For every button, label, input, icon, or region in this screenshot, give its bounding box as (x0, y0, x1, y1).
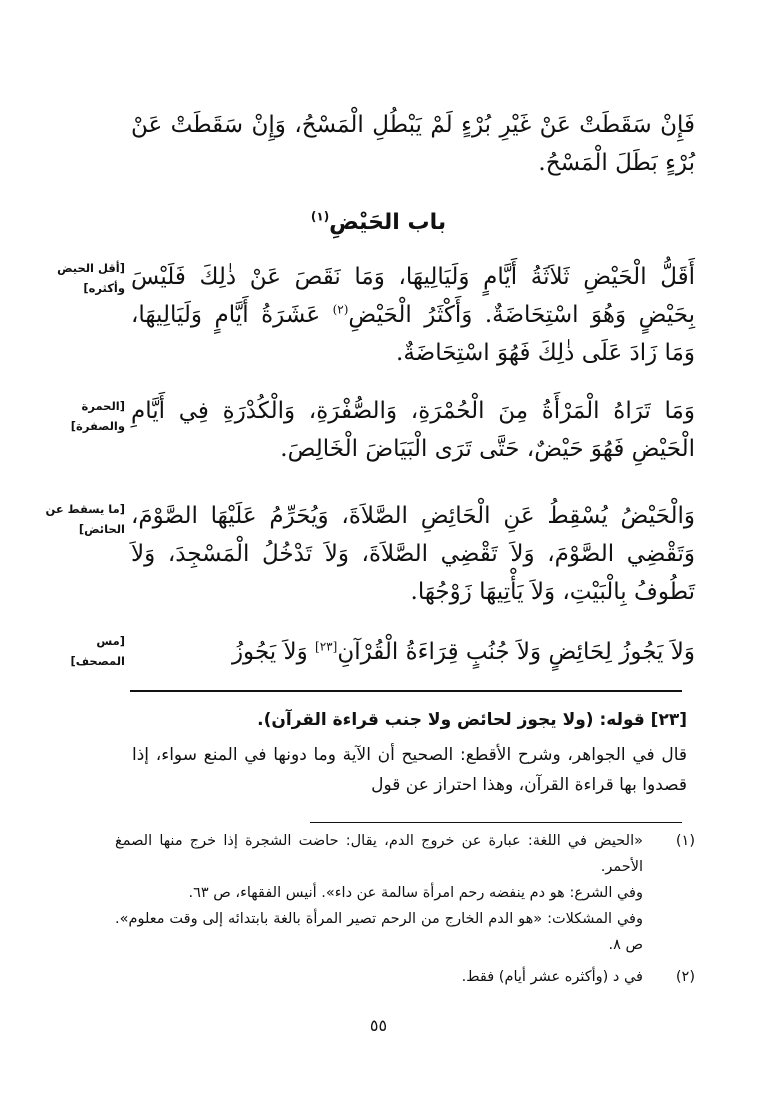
margin-gloss-exemptions: [ما يسقط عن الحائض] (45, 502, 125, 536)
commentary-heading: [٢٣] قوله: (ولا يجوز لحائض ولا جنب قراءة القرآن). (257, 710, 687, 730)
paragraph-text: وَلاَ يَجُوزُ لِحَائِضٍ وَلاَ جُنُبٍ قِرَاءَةُ الْقُرْآنِ (337, 639, 695, 665)
chapter-heading (0, 206, 757, 240)
footnotes (115, 828, 695, 990)
footnote-ref-2[interactable]: (٢) (332, 302, 349, 317)
footnote-number: (٢) (675, 969, 695, 985)
footnote-ref-1[interactable]: (١) (310, 209, 330, 224)
paragraph-text: وَالْحَيْضُ يُسْقِطُ عَنِ الْحَائِضِ الصَّلاَةَ، وَيُحَرِّمُ عَلَيْهَا الصَّوْمَ، وَتَقْضِي الصَّوْمَ، وَلاَ تَقْضِي الصَّلاَةَ، وَلاَ تَدْخُلُ الْمَسْجِدَ، وَلاَ تَطُوفُ بِالْبَيْتِ، وَلاَ يَأْتِيهَا زَوْجُهَا. (131, 503, 695, 605)
paragraph-text: أَقَلُّ الْحَيْضِ ثَلاَثَةُ أَيَّامٍ وَلَيَالِيهَا، وَمَا نَقَصَ عَنْ ذٰلِكَ فَلَيْسَ بِحَيْضٍ وَهُوَ اسْتِحَاضَةٌ. وَأَكْثَرُ الْحَيْضِ (131, 264, 695, 328)
footnote-line: «الحيض في اللغة: عبارة عن خروج الدم، يقال: حاضت الشجرة إذا خرج منها الصمغ الأحمر. (115, 833, 643, 875)
paragraph-text-continued: عَشَرَةُ أَيَّامٍ وَلَيَالِيهَا، وَمَا زَادَ عَلَى ذٰلِكَ فَهُوَ اسْتِحَاضَةٌ. (131, 302, 695, 366)
paragraph-text: وَمَا تَرَاهُ الْمَرْأَةُ مِنَ الْحُمْرَةِ، وَالصُّفْرَةِ، وَالْكُدْرَةِ فِي أَيَّامِ الْحَيْضِ فَهُوَ حَيْضٌ، حَتَّى تَرَى الْبَيَاضَ الْخَالِصَ. (131, 398, 695, 462)
paragraph-min-max-hayd (131, 258, 695, 372)
commentary-ref-23[interactable]: [٢٣] (315, 639, 338, 654)
footnote-line: في د (وأكثره عشر أيام) فقط. (461, 969, 643, 985)
paragraph-text: فَإِنْ سَقَطَتْ عَنْ غَيْرِ بُرْءٍ لَمْ يَبْطُلِ الْمَسْحُ، وَإِنْ سَقَطَتْ عَنْ بُرْءٍ بَطَلَ الْمَسْحُ. (131, 112, 695, 176)
footnote-2 (115, 964, 695, 990)
paragraph-quran-recitation (131, 633, 695, 671)
margin-gloss-colors: [الحمرة والصفرة] (70, 399, 125, 433)
footnote-1 (115, 828, 695, 958)
commentary-body: قال في الجواهر، وشرح الأقطع: الصحيح أن الآية وما دونها في المنع سواء، إذا قصدوا بها قراءة القرآن، وهذا احتراز عن قول (132, 745, 687, 795)
paragraph-text-continued: وَلاَ يَجُوزُ (231, 639, 308, 665)
paragraph-masah-invalidation (131, 106, 695, 182)
footnote-number: (١) (675, 833, 695, 849)
main-text-divider (130, 690, 682, 692)
footnote-line: وفي المشكلات: «هو الدم الخارج من الرحم تصير المرأة بالغة بابتدائه إلى وقت معلوم». ص ٨. (115, 911, 643, 953)
margin-gloss-min-max: [أقل الحيض وأكثره] (57, 261, 125, 295)
paragraph-exemptions (131, 497, 695, 611)
footnote-line: وفي الشرع: هو دم ينفضه رحم امرأة سالمة عن داء». أنيس الفقهاء، ص ٦٣. (188, 885, 643, 901)
footnote-divider (310, 822, 682, 823)
chapter-title: باب الحَيْضِ (329, 210, 447, 235)
paragraph-colors (131, 392, 695, 468)
page-number: ٥٥ (369, 1016, 388, 1035)
margin-gloss-mushaf: [مس المصحف] (70, 634, 125, 668)
